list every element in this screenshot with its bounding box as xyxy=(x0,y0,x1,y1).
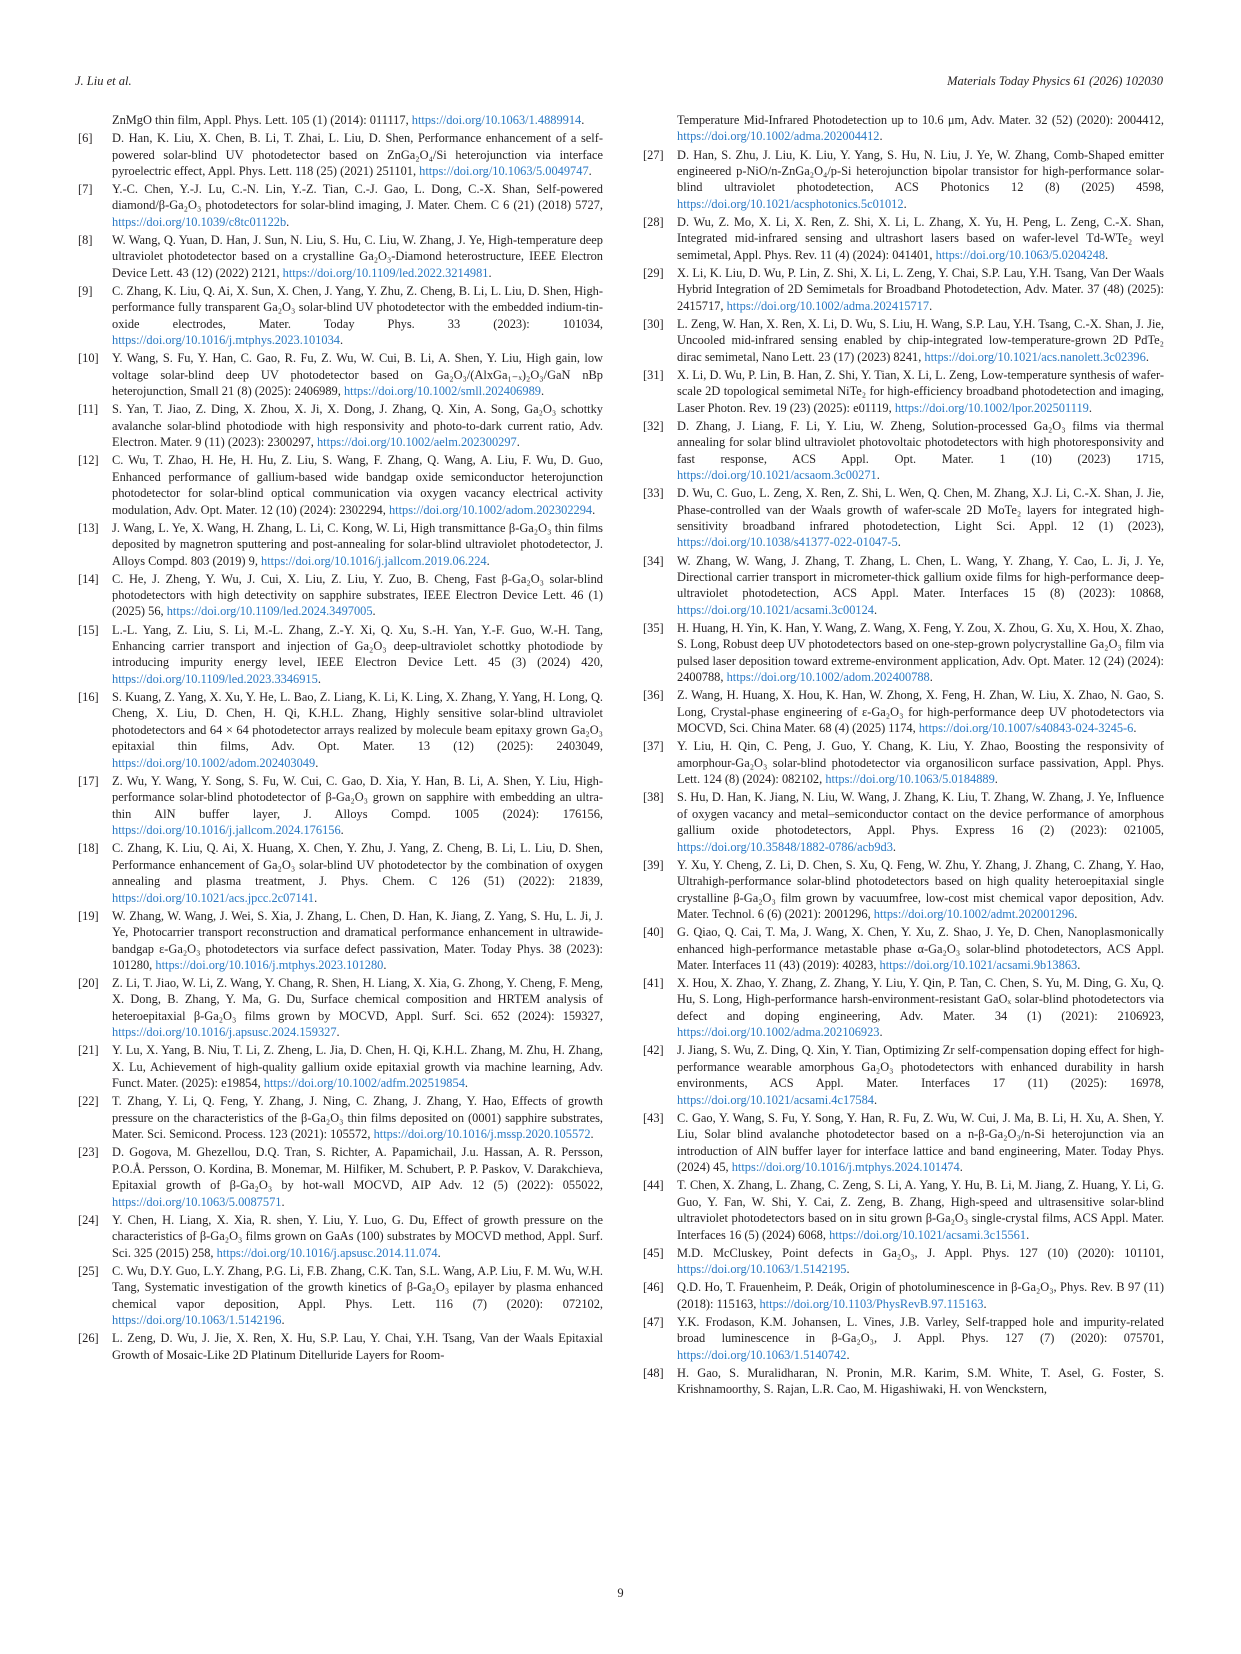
doi-link[interactable]: https://doi.org/10.1016/j.apsusc.2014.11.074 xyxy=(216,1245,438,1260)
reference-end-punctuation: . xyxy=(372,604,376,619)
reference-entry xyxy=(75,130,603,179)
reference-text: Y.K. Frodason, K.M. Johansen, L. Vines, J.B. Varley, Self-trapped hole and impurity-related broad luminescence in β-Ga₂O₃, J. Appl. Phys. 127 (7) (2020): 075701, xyxy=(677,1314,1164,1346)
reference-text: L. Zeng, D. Wu, J. Jie, X. Ren, X. Hu, S.P. Lau, Y. Chai, Y.H. Tsang, Van der Waals Epitaxial Growth of Mosaic-Like 2D Platinum Ditelluride Layers for Room- xyxy=(112,1331,603,1362)
reference-entry xyxy=(640,485,1164,551)
doi-link[interactable]: https://doi.org/10.1021/acsami.3c00124 xyxy=(677,602,874,617)
reference-number: [38] xyxy=(643,790,664,805)
reference-end-punctuation: . xyxy=(873,602,878,617)
reference-end-punctuation: . xyxy=(892,839,897,854)
reference-text: G. Qiao, Q. Cai, T. Ma, J. Wang, X. Chen, Y. Xu, Z. Shao, J. Ye, D. Chen, Nanoplasmonically enhanced high-performance metastable phase α-Ga₂O₃ solar-blind photodetectors, ACS Appl. Mater. Interfaces 11 (43) (2019): 40283, xyxy=(677,925,1164,972)
reference-text: ZnMgO thin film, Appl. Phys. Lett. 105 (1) (2014): 011117, xyxy=(112,113,412,127)
reference-entry xyxy=(640,1042,1164,1108)
doi-link[interactable]: https://doi.org/10.1002/adom.202302294 xyxy=(388,502,593,517)
doi-link[interactable]: https://doi.org/10.1021/acsami.9b13863 xyxy=(879,957,1078,972)
reference-text: X. Li, D. Wu, P. Lin, B. Han, Z. Shi, Y. Tian, X. Li, L. Zeng, Low-temperature synthesis of wafer-scale 2D topological semimetal NiTe₂ for high-efficiency broadband photodetection and imaging, Laser Photon. Rev. 19 (23) (2025): e01119, xyxy=(677,367,1164,415)
reference-text: X. Hou, X. Zhao, Y. Zhang, Z. Zhang, Y. Liu, Y. Qin, P. Tan, C. Chen, S. Yu, M. Ding, G. Xu, Q. Hu, S. Long, High-performance harsh-environment-resistant GaOₓ solar-blind photodetectors via defect and doping engineering, Adv. Mater. 34 (1) (2021): 2106923, xyxy=(677,976,1164,1023)
doi-link[interactable]: https://doi.org/10.1039/c8tc01122b xyxy=(112,214,287,229)
reference-text: J. Wang, L. Ye, X. Wang, H. Zhang, L. Li, C. Kong, W. Li, High transmittance β-Ga₂O₃ thin films deposited by magnetron sputtering and post-annealing for solar-blind ultraviolet photodetector, J. Alloys Compd. 803 (2019) 9, xyxy=(112,520,603,568)
reference-column-right xyxy=(640,112,1164,1399)
doi-link[interactable]: https://doi.org/10.1063/5.0204248 xyxy=(935,247,1106,262)
reference-entry xyxy=(640,789,1164,855)
reference-text: C. Zhang, K. Liu, Q. Ai, X. Huang, X. Chen, Y. Zhu, J. Yang, Z. Cheng, B. Li, L. Liu, D. Shen, Performance enhancement of Ga₂O₃ solar-blind UV photodetector by the combination of oxygen annealing and plasma treatment, J. Phys. Chem. C 126 (51) (2022): 21839, xyxy=(112,841,603,889)
reference-text: L. Zeng, W. Han, X. Ren, X. Li, D. Wu, S. Liu, H. Wang, S.P. Lau, Y.H. Tsang, C.-X. Shan, J. Jie, Uncooled mid-infrared sensing enabled by chip-integrated low-temperature-grown 2D PdTe₂ dirac semimetal, Nano Lett. 23 (17) (2023) 8241, xyxy=(677,316,1164,364)
reference-number: [45] xyxy=(643,1245,664,1260)
reference-entry xyxy=(75,1212,603,1261)
reference-number: [7] xyxy=(78,182,93,196)
reference-entry xyxy=(640,316,1164,365)
reference-number: [17] xyxy=(78,773,99,788)
reference-number: [46] xyxy=(643,1280,664,1295)
reference-entry xyxy=(75,452,603,518)
reference-entry xyxy=(75,112,603,128)
reference-end-punctuation: . xyxy=(581,113,585,127)
doi-link[interactable]: https://doi.org/10.1021/acsphotonics.5c01012 xyxy=(677,196,904,211)
reference-number: [37] xyxy=(643,739,664,754)
reference-text: D. Wu, Z. Mo, X. Li, X. Ren, Z. Shi, X. Li, L. Zhang, X. Yu, H. Peng, L. Zeng, C.-X. Shan, Integrated mid-infrared sensing and ultrashort lasers based on wafer-level Td-WTe₂ weyl semimetal, Appl. Phys. Rev. 11 (4) (2024): 041401, xyxy=(677,214,1164,262)
reference-text: W. Wang, Q. Yuan, D. Han, J. Sun, N. Liu, S. Hu, C. Liu, W. Zhang, J. Ye, High-temperature deep ultraviolet photodetector based on a crystalline Ga₂O₃-Diamond heterostructure, IEEE Electron Device Lett. 43 (12) (2022) 2121, xyxy=(112,232,603,280)
doi-link[interactable]: https://doi.org/10.1016/j.mtphys.2023.101280 xyxy=(155,957,384,972)
reference-end-punctuation: . xyxy=(314,890,318,905)
reference-entry xyxy=(640,214,1164,263)
reference-text: S. Kuang, Z. Yang, X. Xu, Y. He, L. Bao, Z. Liang, K. Li, K. Ling, X. Zhang, Y. Yang, H. Long, Q. Cheng, X. Liu, D. Chen, H. Qi, K.H.L. Zhang, Highly sensitive solar-blind ultraviolet photodetectors and 64 × 64 photodetector arrays realized by molecule beam epitaxy grown Ga₂O₃ epitaxial thin films, Adv. Opt. Mater. 13 (12) (2025): 2403049, xyxy=(112,689,603,754)
reference-end-punctuation: . xyxy=(383,957,387,972)
reference-number: [23] xyxy=(78,1145,99,1160)
page-number: 9 xyxy=(617,1586,624,1600)
reference-number: [24] xyxy=(78,1212,99,1227)
reference-entry xyxy=(640,147,1164,213)
reference-number: [43] xyxy=(643,1110,664,1125)
reference-number: [9] xyxy=(78,283,93,298)
reference-text: D. Han, S. Zhu, J. Liu, K. Liu, Y. Yang, S. Hu, N. Liu, J. Ye, W. Zhang, Comb-Shaped emitter engineered p-NiO/n-ZnGa₂O₄/p-Si heterojunction bipolar transistor for high-performance solar-blind ultraviolet photodetection, ACS Photonics 12 (8) (2025) 4598, xyxy=(677,147,1164,195)
doi-link[interactable]: https://doi.org/10.35848/1882-0786/acb9d3 xyxy=(677,839,893,854)
doi-link[interactable]: https://doi.org/10.1021/acsami.4c17584 xyxy=(677,1092,874,1107)
reference-entry xyxy=(75,401,603,450)
reference-text: T. Zhang, Y. Li, Q. Feng, Y. Zhang, J. Ning, C. Zhang, J. Zhang, Y. Hao, Effects of growth pressure on the characteristics of the β-Ga₂O₃ thin films deposited on (0001) sapphire substrates, Mater. Sci. Semicond. Process. 123 (2021): 105572, xyxy=(112,1094,603,1142)
reference-end-punctuation: . xyxy=(879,1025,883,1040)
doi-link[interactable]: https://doi.org/10.1021/acs.jpcc.2c07141 xyxy=(112,890,315,905)
reference-end-punctuation: . xyxy=(1133,721,1137,736)
reference-text: S. Hu, D. Han, K. Jiang, N. Liu, W. Wang, J. Zhang, K. Liu, T. Zhang, W. Zhang, J. Ye, Influence of oxygen vacancy and metal–semiconductor contact on the device performance of amorphous gallium oxide photodetectors, Appl. Phys. Express 16 (2) (2023): 021005, xyxy=(677,790,1164,838)
reference-entry xyxy=(640,1110,1164,1176)
reference-number: [32] xyxy=(643,418,664,433)
reference-end-punctuation: . xyxy=(486,553,490,568)
reference-end-punctuation: . xyxy=(873,1092,878,1107)
reference-entry xyxy=(640,857,1164,923)
reference-number: [11] xyxy=(78,402,99,417)
reference-number: [21] xyxy=(78,1043,99,1058)
reference-column-left xyxy=(75,112,603,1365)
reference-end-punctuation: . xyxy=(1026,1227,1030,1242)
reference-number: [12] xyxy=(78,453,99,468)
reference-entry xyxy=(640,924,1164,973)
reference-entry xyxy=(640,418,1164,484)
doi-link[interactable]: https://doi.org/10.1002/adma.202004412 xyxy=(677,129,880,144)
reference-number: [18] xyxy=(78,841,99,856)
doi-link[interactable]: https://doi.org/10.1021/acs.nanolett.3c02396 xyxy=(924,349,1146,364)
reference-entry xyxy=(75,1263,603,1329)
doi-link[interactable]: https://doi.org/10.1002/smll.202406989 xyxy=(343,384,541,399)
reference-text: C. Gao, Y. Wang, S. Fu, Y. Song, Y. Han, R. Fu, Z. Wu, W. Cui, J. Ma, B. Li, H. Xu, A. Shen, Y. Liu, Solar blind avalanche photodetector based on a n-β-Ga₂O₃/n-Si heterojunction via an introduction of AlN buffer layer for interface lattice and band engineering, Mater. Today Phys. (2024) 45, xyxy=(677,1110,1164,1175)
doi-link[interactable]: https://doi.org/10.1063/1.4889914 xyxy=(411,113,582,127)
reference-entry xyxy=(75,975,603,1041)
reference-end-punctuation: . xyxy=(1145,349,1149,364)
reference-number: [39] xyxy=(643,857,664,872)
doi-link[interactable]: https://doi.org/10.1021/acsaom.3c00271 xyxy=(677,468,877,483)
reference-number: [30] xyxy=(643,316,664,331)
reference-entry xyxy=(640,265,1164,314)
reference-end-punctuation: . xyxy=(846,1347,850,1362)
reference-number: [29] xyxy=(643,265,664,280)
doi-link[interactable]: https://doi.org/10.1002/aelm.202300297 xyxy=(316,435,517,450)
reference-entry xyxy=(640,112,1164,145)
reference-text: Z. Li, T. Jiao, W. Li, Z. Wang, Y. Chang, R. Shen, H. Liang, X. Xia, G. Zhong, Y. Cheng, F. Meng, X. Dong, B. Zhang, Y. Ma, G. Du, Surface chemical composition and HRTEM analysis of heteroepitaxial β-Ga₂O₃ films grown by MOCVD, Appl. Surf. Sci. 652 (2024): 159327, xyxy=(112,976,603,1023)
reference-end-punctuation: . xyxy=(876,468,880,483)
reference-number: [20] xyxy=(78,976,99,991)
doi-link[interactable]: https://doi.org/10.1007/s40843-024-3245-6 xyxy=(918,721,1134,736)
reference-end-punctuation: . xyxy=(340,823,344,838)
doi-link[interactable]: https://doi.org/10.1016/j.mssp.2020.105572 xyxy=(373,1127,591,1142)
reference-text: Y. Liu, H. Qin, C. Peng, J. Guo, Y. Chang, K. Liu, Y. Zhao, Boosting the responsivity of amorphour-Ga₂O₃ solar-blind photodetector via organosilicon surface passivation, Appl. Phys. Lett. 124 (8) (2024): 082102, xyxy=(677,739,1164,787)
reference-text: C. Zhang, K. Liu, Q. Ai, X. Sun, X. Chen, J. Yang, Y. Zhu, Z. Cheng, B. Li, L. Liu, D. Shen, High-performance fully transparent Ga₂O₃ solar-blind UV photodetector with the embedded indium-tin-oxide electrodes, Mater. Today Phys. 33 (2023): 101034, xyxy=(112,283,603,331)
doi-link[interactable]: https://doi.org/10.1002/adma.202106923 xyxy=(677,1025,880,1040)
reference-end-punctuation: . xyxy=(339,333,344,348)
reference-text: Z. Wu, Y. Wang, Y. Song, S. Fu, W. Cui, C. Gao, D. Xia, Y. Han, B. Li, A. Shen, Y. Liu, High-performance solar-blind photodetector of β-Ga₂O₃ grown on sapphire with embedding an ultra-thin AlN buffer layer, J. Alloys Compd. 1005 (2024): 176156, xyxy=(112,773,603,821)
reference-end-punctuation: . xyxy=(590,1127,594,1142)
reference-text: Temperature Mid-Infrared Photodetection up to 10.6 μm, Adv. Mater. 32 (52) (2020): 2004412, xyxy=(677,113,1164,127)
doi-link[interactable]: https://doi.org/10.1002/adfm.202519854 xyxy=(263,1076,465,1091)
reference-entry xyxy=(75,181,603,230)
reference-entry xyxy=(75,1144,603,1210)
reference-text: D. Zhang, J. Liang, F. Li, Y. Liu, W. Zheng, Solution-processed Ga₂O₃ films via thermal annealing for solar blind ultraviolet photovoltaic photodetectors with high photoresponsivity and fast response, ACS Appl. Opt. Mater. 1 (10) (2023) 1715, xyxy=(677,418,1164,466)
reference-entry xyxy=(640,1279,1164,1312)
reference-end-punctuation: . xyxy=(959,1160,963,1175)
reference-number: [33] xyxy=(643,486,664,501)
reference-text: S. Yan, T. Jiao, Z. Ding, X. Zhou, X. Ji, X. Dong, J. Zhang, Q. Xin, A. Song, Ga₂O₃ schottky avalanche solar-blind photodiode with high responsivity and photo-to-dark current ratio, Adv. Electron. Mater. 9 (11) (2023): 2300297, xyxy=(112,402,603,450)
reference-text: Y. Chen, H. Liang, X. Xia, R. shen, Y. Liu, Y. Luo, G. Du, Effect of growth pressure on the characteristics of β-Ga₂O₃ films grown on GaAs (100) substrates by MOCVD method, Appl. Surf. Sci. 325 (2015) 258, xyxy=(112,1212,603,1260)
reference-entry xyxy=(75,520,603,569)
reference-text: W. Zhang, W. Wang, J. Zhang, T. Zhang, L. Chen, L. Wang, Y. Zhang, Y. Cao, L. Ji, J. Ye, Directional carrier transport in micrometer-thick gallium oxide films for high-performance deep-ultraviolet photodetection, ACS Appl. Mater. Interfaces 15 (8) (2023): 10868, xyxy=(677,553,1164,601)
doi-link[interactable]: https://doi.org/10.1002/admt.202001296 xyxy=(873,907,1075,922)
reference-end-punctuation: . xyxy=(929,298,933,313)
reference-number: [34] xyxy=(643,553,664,568)
doi-link[interactable]: https://doi.org/10.1021/acsami.3c15561 xyxy=(829,1227,1027,1242)
reference-end-punctuation: . xyxy=(286,214,290,229)
reference-number: [47] xyxy=(643,1314,664,1329)
doi-link[interactable]: https://doi.org/10.1109/led.2022.3214981 xyxy=(282,265,489,280)
reference-end-punctuation: . xyxy=(1074,907,1078,922)
doi-link[interactable]: https://doi.org/10.1016/j.mtphys.2024.101474 xyxy=(731,1160,960,1175)
reference-text: D. Han, K. Liu, X. Chen, B. Li, T. Zhai, L. Liu, D. Shen, Performance enhancement of a self-powered solar-blind UV photodetector based on ZnGa₂O₄/Si heterojunction via interface pyroelectric effect, Appl. Phys. Lett. 118 (25) (2021) 251101, xyxy=(112,131,603,178)
doi-link[interactable]: https://doi.org/10.1002/adom.202400788 xyxy=(726,670,930,685)
doi-link[interactable]: https://doi.org/10.1063/5.0049747 xyxy=(419,163,589,178)
reference-number: [6] xyxy=(78,131,93,146)
doi-link[interactable]: https://doi.org/10.1103/PhysRevB.97.115163 xyxy=(759,1296,984,1311)
reference-text: L.-L. Yang, Z. Liu, S. Li, M.-L. Zhang, Z.-Y. Xi, Q. Xu, S.-H. Yan, Y.-F. Guo, W.-H. Tang, Enhancing carrier transport and injection of Ga₂O₃ deep-ultraviolet schottky photodiode by introducing impurity energy level, IEEE Electron Device Lett. 45 (3) (2024) 420, xyxy=(112,622,603,670)
reference-end-punctuation: . xyxy=(336,1025,340,1040)
reference-number: [48] xyxy=(643,1365,664,1380)
reference-entry xyxy=(75,1330,603,1363)
reference-text: M.D. McCluskey, Point defects in Ga₂O₃, J. Appl. Phys. 127 (10) (2020): 101101, xyxy=(677,1245,1164,1260)
reference-number: [44] xyxy=(643,1178,664,1193)
reference-entry xyxy=(640,620,1164,686)
doi-link[interactable]: https://doi.org/10.1063/1.5142195 xyxy=(677,1262,847,1277)
reference-entry xyxy=(75,1042,603,1091)
doi-link[interactable]: https://doi.org/10.1063/1.5142196 xyxy=(112,1313,282,1328)
reference-end-punctuation: . xyxy=(317,671,321,686)
doi-link[interactable]: https://doi.org/10.1016/j.mtphys.2023.101034 xyxy=(112,333,340,348)
reference-text: Y. Wang, S. Fu, Y. Han, C. Gao, R. Fu, Z. Wu, W. Cui, B. Li, A. Shen, Y. Liu, High gain, low voltage solar-blind deep UV photodetector based on Ga₂O₃/(AlxGa₁₋ₓ)₂O₃/GaN nBp heterojunction, Small 21 (8) (2025): 2406989, xyxy=(112,351,603,399)
reference-entry xyxy=(640,1245,1164,1278)
doi-link[interactable]: https://doi.org/10.1109/led.2023.3346915 xyxy=(112,671,318,686)
reference-entry xyxy=(75,840,603,906)
reference-number: [31] xyxy=(643,367,664,382)
reference-entry xyxy=(75,1093,603,1142)
reference-text: H. Gao, S. Muralidharan, N. Pronin, M.R. Karim, S.M. White, T. Asel, G. Foster, S. Krishnamoorthy, S. Rajan, L.R. Cao, M. Higashiwaki, H. von Wenckstern, xyxy=(677,1365,1164,1397)
reference-number: [22] xyxy=(78,1094,99,1109)
doi-link[interactable]: https://doi.org/10.1063/5.0087571 xyxy=(112,1194,282,1209)
reference-end-punctuation: . xyxy=(846,1262,850,1277)
reference-end-punctuation: . xyxy=(588,163,592,178)
running-head-authors: J. Liu et al. xyxy=(75,74,132,88)
reference-text: W. Zhang, W. Wang, J. Wei, S. Xia, J. Zhang, L. Chen, D. Han, K. Jiang, Z. Yang, S. Hu, L. Ji, J. Ye, Photocarrier transport reconstruction and dramatical performance enhancement in ultrawide-bandgap ε-Ga₂O₃ photodetectors via surface defect passivation, Mater. Today Phys. 38 (2023): 101280, xyxy=(112,908,603,972)
reference-end-punctuation: . xyxy=(897,535,901,550)
reference-number: [26] xyxy=(78,1331,99,1346)
reference-end-punctuation: . xyxy=(903,196,907,211)
reference-number: [36] xyxy=(643,688,664,703)
reference-text: D. Gogova, M. Ghezellou, D.Q. Tran, S. Richter, A. Papamichail, J.u. Hassan, A. R. Persson, P.O.Å. Persson, O. Kordina, B. Monemar, M. Hilfiker, M. Schubert, P. P. Paskov, V. Darakchieva, Epitaxial growth of β-Ga₂O₃ by hot-wall MOCVD, AIP Adv. 12 (5) (2022): 055022, xyxy=(112,1145,603,1193)
reference-end-punctuation: . xyxy=(315,755,319,770)
reference-entry xyxy=(640,1314,1164,1363)
reference-number: [25] xyxy=(78,1263,99,1278)
reference-text: Y. Lu, X. Yang, B. Niu, T. Li, Z. Zheng, L. Jia, D. Chen, H. Qi, K.H.L. Zhang, M. Zhu, H. Zhang, X. Lu, Achievement of high-quality gallium oxide epitaxial growth via machine learning, Adv. Funct. Mater. (2025): e19854, xyxy=(112,1043,603,1091)
doi-link[interactable]: https://doi.org/10.1002/lpor.202501119 xyxy=(894,400,1089,415)
reference-number: [28] xyxy=(643,214,664,229)
reference-end-punctuation: . xyxy=(592,502,596,517)
reference-entry xyxy=(75,622,603,688)
reference-number: [10] xyxy=(78,351,99,366)
doi-link[interactable]: https://doi.org/10.1016/j.jallcom.2024.176156 xyxy=(112,823,341,838)
reference-entry xyxy=(75,232,603,281)
reference-text: Y. Xu, Y. Cheng, Z. Li, D. Chen, S. Xu, Q. Feng, W. Zhu, Y. Zhang, J. Zhang, C. Zhang, Y. Hao, Ultrahigh-performance solar-blind photodetectors based on high quality heteroepitaxial single crystalline β-Ga₂O₃ film grown by vacuumfree, low-cost mist chemical vapor deposition, Adv. Mater. Technol. 6 (6) (2021): 2001296, xyxy=(677,857,1164,922)
doi-link[interactable]: https://doi.org/10.1063/5.0184889 xyxy=(825,772,995,787)
reference-number: [19] xyxy=(78,908,99,923)
reference-entry xyxy=(75,908,603,974)
reference-entry xyxy=(640,367,1164,416)
reference-text: D. Wu, C. Guo, L. Zeng, X. Ren, Z. Shi, L. Wen, Q. Chen, M. Zhang, X.J. Li, C.-X. Shan, J. Jie, Phase-controlled van der Waals growth of wafer-scale 2D MoTe₂ layers for integrated high-sensitivity broadband infrared photodetection, Light Sci. Appl. 12 (1) (2023), xyxy=(677,486,1164,534)
reference-number: [16] xyxy=(78,689,99,704)
reference-number: [35] xyxy=(643,620,664,635)
reference-entry xyxy=(75,689,603,771)
doi-link[interactable]: https://doi.org/10.1016/j.apsusc.2024.159327 xyxy=(112,1025,337,1040)
doi-link[interactable]: https://doi.org/10.1002/adom.202403049 xyxy=(112,755,316,770)
reference-entry xyxy=(640,738,1164,787)
reference-number: [40] xyxy=(643,925,664,940)
reference-entry xyxy=(75,283,603,349)
doi-link[interactable]: https://doi.org/10.1016/j.jallcom.2019.06.224 xyxy=(261,553,487,568)
reference-text: X. Li, K. Liu, D. Wu, P. Lin, Z. Shi, X. Li, L. Zeng, Y. Chai, S.P. Lau, Y.H. Tsang, Van Der Waals Hybrid Integration of 2D Semimetals for Broadband Photodetection, Adv. Mater. 37 (48) (2025): 2415717, xyxy=(677,265,1164,313)
reference-entry xyxy=(75,571,603,620)
reference-number: [41] xyxy=(643,976,664,991)
reference-text: Y.-C. Chen, Y.-J. Lu, C.-N. Lin, Y.-Z. Tian, C.-J. Gao, L. Dong, C.-X. Shan, Self-powered diamond/β-Ga₂O₃ photodetectors for solar-blind imaging, J. Mater. Chem. C 6 (21) (2018) 5727, xyxy=(112,182,603,213)
reference-entry xyxy=(640,553,1164,619)
reference-entry xyxy=(640,1365,1164,1398)
reference-end-punctuation: . xyxy=(540,384,545,399)
reference-entry xyxy=(75,350,603,399)
reference-end-punctuation: . xyxy=(994,772,998,787)
doi-link[interactable]: https://doi.org/10.1038/s41377-022-01047-5 xyxy=(677,535,898,550)
reference-end-punctuation: . xyxy=(929,670,933,685)
reference-number: [42] xyxy=(643,1043,664,1058)
reference-text: J. Jiang, S. Wu, Z. Ding, Q. Xin, Y. Tian, Optimizing Zr self-compensation doping effect for high-performance wearable amorphous Ga₂O₃ photodetectors with enhanced durability in harsh environments, ACS Appl. Mater. Interfaces 17 (11) (2025): 16978, xyxy=(677,1043,1164,1091)
reference-entry xyxy=(75,773,603,839)
reference-text: C. Wu, T. Zhao, H. He, H. Hu, Z. Liu, S. Wang, F. Zhang, Q. Wang, A. Liu, F. Wu, D. Guo, Enhanced performance of gallium-based wide bandgap oxide semiconductor heterojunction photodetector for solar-blind optical communication via oxygen vacancy electrical activity modulation, Adv. Opt. Mater. 12 (10) (2024): 2302294, xyxy=(112,453,603,517)
reference-number: [14] xyxy=(78,571,99,586)
reference-text: Q.D. Ho, T. Frauenheim, P. Deák, Origin of photoluminescence in β-Ga₂O₃, Phys. Rev. B 97 (11) (2018): 115163, xyxy=(677,1280,1164,1311)
reference-text: Z. Wang, H. Huang, X. Hou, K. Han, W. Zhong, X. Feng, H. Zhan, W. Liu, X. Zhao, N. Gao, S. Long, Crystal-phase engineering of ε-Ga₂O₃ for high-performance deep UV photodetectors via MOCVD, Sci. China Mater. 68 (4) (2025) 1174, xyxy=(677,688,1164,736)
reference-end-punctuation: . xyxy=(1088,400,1092,415)
reference-text: T. Chen, X. Zhang, L. Zhang, C. Zeng, S. Li, A. Yang, Y. Hu, B. Li, M. Jiang, Z. Huang, Y. Li, G. Guo, Y. Fan, W. Shi, Y. Cai, Z. Zeng, B. Zhang, High-speed and ultrasensitive solar-blind ultraviolet photodetectors based on in situ grown β-Ga₂O₃ single-crystal films, ACS Appl. Mater. Interfaces 16 (5) (2024) 6068, xyxy=(677,1178,1164,1242)
reference-text: C. He, J. Zheng, Y. Wu, J. Cui, X. Liu, Z. Liu, Y. Zuo, B. Cheng, Fast β-Ga₂O₃ solar-blind photodetectors with high detectivity on sapphire substrates, IEEE Electron Device Lett. 46 (1) (2025) 56, xyxy=(112,571,603,619)
reference-end-punctuation: . xyxy=(281,1313,285,1328)
reference-end-punctuation: . xyxy=(488,265,492,280)
reference-number: [13] xyxy=(78,520,99,535)
doi-link[interactable]: https://doi.org/10.1002/adma.202415717 xyxy=(726,298,930,313)
reference-end-punctuation: . xyxy=(983,1296,987,1311)
reference-end-punctuation: . xyxy=(516,435,520,450)
reference-end-punctuation: . xyxy=(464,1076,468,1091)
doi-link[interactable]: https://doi.org/10.1109/led.2024.3497005 xyxy=(166,604,373,619)
reference-entry xyxy=(640,1177,1164,1243)
reference-text: H. Huang, H. Yin, K. Han, Y. Wang, Z. Wang, X. Feng, Y. Zou, X. Zhou, G. Xu, X. Hou, X. Zhao, S. Long, Robust deep UV photodetectors based on one-step-grown polycrystalline Ga₂O₃ film via pulsed laser deposition toward extreme-environment application, Adv. Opt. Mater. 12 (24) (2024): 2400788, xyxy=(677,620,1164,685)
doi-link[interactable]: https://doi.org/10.1063/1.5140742 xyxy=(677,1347,847,1362)
reference-number: [8] xyxy=(78,232,93,247)
reference-entry xyxy=(640,975,1164,1041)
reference-end-punctuation: . xyxy=(1105,247,1109,262)
reference-end-punctuation: . xyxy=(437,1245,441,1260)
reference-number: [15] xyxy=(78,622,99,637)
reference-entry xyxy=(640,687,1164,736)
reference-text: C. Wu, D.Y. Guo, L.Y. Zhang, P.G. Li, F.B. Zhang, C.K. Tan, S.L. Wang, A.P. Liu, F. M. Wu, W.H. Tang, Systematic investigation of the growth kinetics of β-Ga₂O₃ epilayer by plasma enhanced chemical vapor deposition, Appl. Phys. Lett. 116 (7) (2020): 072102, xyxy=(112,1263,603,1311)
running-head-journal: Materials Today Physics 61 (2026) 102030 xyxy=(947,74,1163,88)
reference-end-punctuation: . xyxy=(1077,957,1081,972)
reference-end-punctuation: . xyxy=(879,129,883,144)
reference-end-punctuation: . xyxy=(281,1194,285,1209)
reference-number: [27] xyxy=(643,147,664,162)
